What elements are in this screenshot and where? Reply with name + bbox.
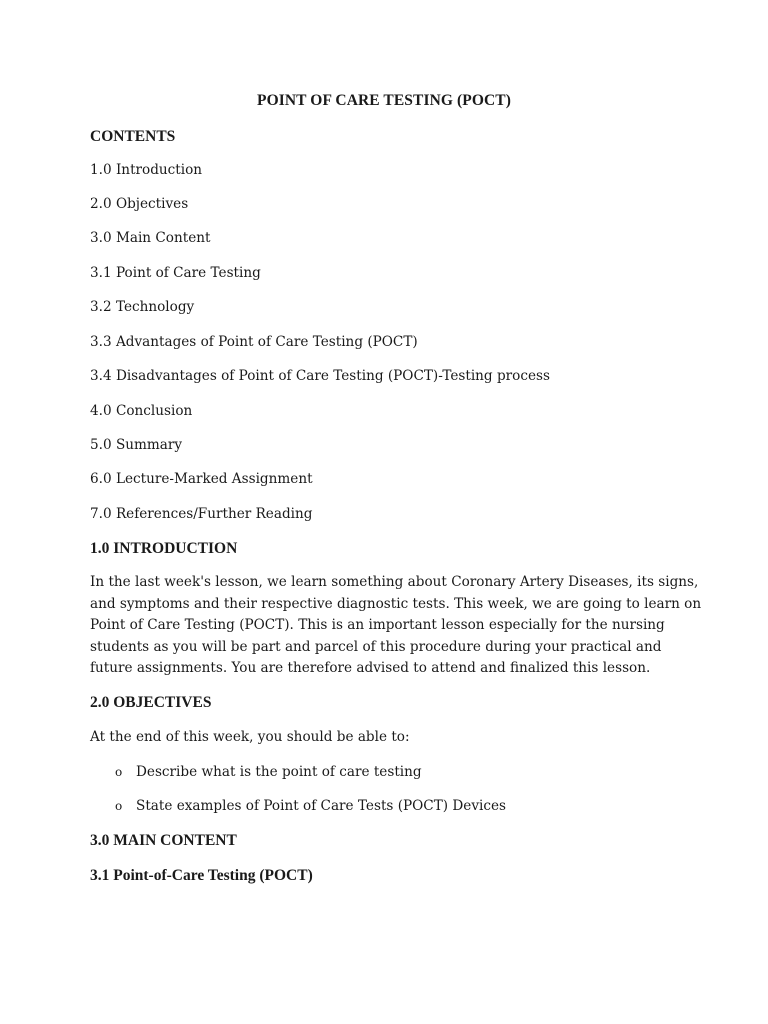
objective-item (115, 764, 422, 780)
main-content-heading: 3.0 MAIN CONTENT (90, 832, 237, 849)
introduction-paragraph (90, 572, 702, 680)
introduction-heading: 1.0 INTRODUCTION (90, 540, 238, 557)
contents-item: 5.0 Summary (90, 437, 183, 453)
contents-item: 2.0 Objectives (90, 196, 189, 212)
objective-text: Describe what is the point of care testing (136, 764, 422, 780)
contents-item: 6.0 Lecture-Marked Assignment (90, 471, 313, 487)
paragraph-line: In the last week's lesson, we learn something about Coronary Artery Diseases, its signs, (90, 574, 699, 590)
contents-heading: CONTENTS (90, 128, 176, 145)
objective-item (115, 798, 506, 814)
section-3-1-heading: 3.1 Point-of-Care Testing (POCT) (90, 867, 313, 884)
paragraph-line: future assignments. You are therefore advised to attend and finalized this lesson. (90, 660, 651, 677)
bullet-marker: o (115, 799, 123, 813)
objectives-heading: 2.0 OBJECTIVES (90, 694, 212, 711)
paragraph-line: students as you will be part and parcel of this procedure during your practical and (90, 638, 662, 655)
bullet-marker: o (115, 765, 123, 779)
contents-item: 3.2 Technology (90, 299, 195, 315)
objective-text: State examples of Point of Care Tests (POCT) Devices (136, 798, 506, 814)
contents-item: 3.1 Point of Care Testing (90, 265, 261, 281)
objectives-intro: At the end of this week, you should be able to: (90, 729, 410, 745)
contents-item: 4.0 Conclusion (90, 403, 193, 419)
contents-item: 1.0 Introduction (90, 162, 203, 178)
contents-item: 7.0 References/Further Reading (90, 506, 313, 522)
contents-item: 3.0 Main Content (90, 230, 211, 246)
paragraph-line: and symptoms and their respective diagnostic tests. This week, we are going to learn on (90, 595, 702, 612)
contents-item: 3.4 Disadvantages of Point of Care Testing (POCT)-Testing process (90, 368, 550, 384)
document-title: POINT OF CARE TESTING (POCT) (257, 92, 511, 109)
paragraph-line: Point of Care Testing (POCT). This is an important lesson especially for the nursing (90, 617, 665, 634)
contents-item: 3.3 Advantages of Point of Care Testing (POCT) (90, 334, 418, 350)
